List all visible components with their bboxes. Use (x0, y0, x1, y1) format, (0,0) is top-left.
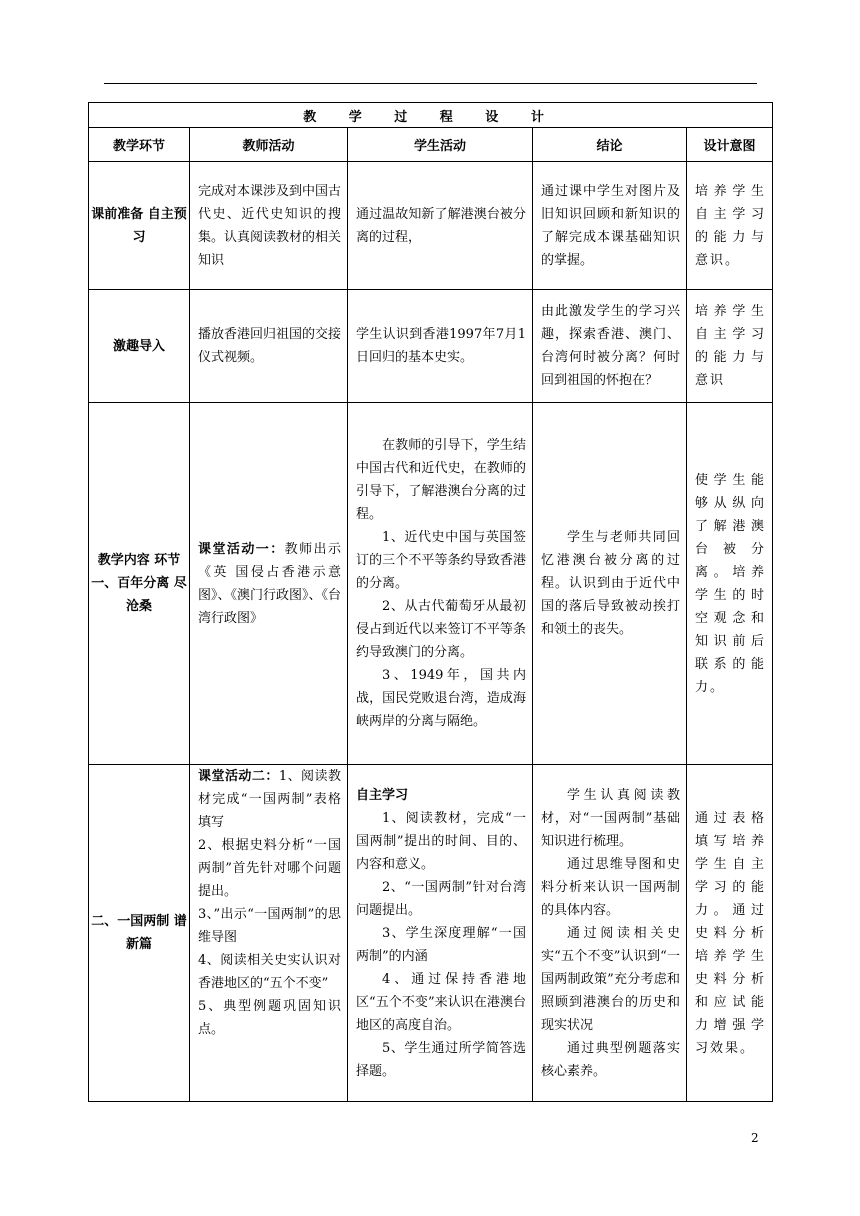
stage-line: 课前准备 (91, 206, 144, 222)
student-text: 4、通过保持香港地区“五个不变”来认识在港澳台地区的高度自治。 (356, 971, 526, 1033)
table-row (89, 403, 773, 765)
stage-line: 谱新篇 (125, 914, 187, 952)
teacher-text: 教师出示《英 国侵占香港示意图》、《澳门行政图》、《台湾行政图》 (198, 541, 342, 626)
stage-line: 环节 (154, 553, 181, 568)
teacher-text: 3、”出示“一国两制”的思维导图 (198, 907, 341, 945)
table-row (89, 765, 773, 1102)
student-heading: 自主学习 (356, 787, 409, 803)
teacher-cell (190, 765, 348, 1102)
conclusion-text: 通过典型例题落实核心素养。 (541, 1040, 680, 1079)
header-stage: 教学环节 (89, 128, 190, 162)
teacher-text: 2、根据史料分析“一国两制”首先针对哪个问题提出。 (198, 838, 341, 899)
intent-cell (687, 290, 773, 403)
student-text: 通过温故知新了解港澳台被分离的过程， (356, 206, 526, 245)
stage-line: 激趣导入 (112, 338, 165, 354)
student-text: 5、学生通过所学简答选择题。 (356, 1040, 526, 1079)
header-teacher: 教师活动 (190, 128, 348, 162)
student-cell (348, 162, 533, 290)
teacher-text: 完成对本课涉及到中国古代史、近代史知识的搜集。认真阅读教材的相关知识 (198, 183, 342, 268)
teacher-cell (190, 403, 348, 765)
intent-text: 培养学生自主学习的能力与意识。 (695, 183, 767, 268)
student-cell (348, 765, 533, 1102)
stage-cell (89, 162, 190, 290)
stage-line: 教学内容 (97, 553, 150, 568)
student-text: 在教师的引导下，学生结中国古代和近代史，在教师的引导下，了解港澳台分离的过程。 (356, 438, 526, 522)
teacher-text: 5、典型例题巩固知识点。 (198, 999, 341, 1037)
header-rule (104, 83, 757, 84)
conclusion-text: 由此激发学生的学习兴趣，探索香港、澳门、台湾何时被分离？何时回到祖国的怀抱在？ (541, 304, 680, 388)
intent-cell (687, 765, 773, 1102)
student-text: 3、1949年，国共内战，国民党败退台湾，造成海峡两岸的分离与隔绝。 (356, 668, 526, 729)
conclusion-text: 通过阅读相关史实“五个不变”认识到“一国两制政策”充分考虑和照顾到港澳台的历史和现实状况 (541, 925, 680, 1033)
stage-cell (89, 403, 190, 765)
teaching-process-table (88, 102, 773, 1102)
table-row (89, 290, 773, 403)
student-text: 学生认识到香港1997年7月1日回归的基本史实。 (356, 327, 526, 365)
table-title: 教 学 过 程 设 计 (89, 103, 773, 128)
student-cell (348, 290, 533, 403)
activity-label: 课堂活动一： (198, 541, 285, 557)
stage-line: 二、一国两制 (91, 914, 170, 929)
conclusion-cell (533, 403, 687, 765)
student-text: 3、学生深度理解“一国两制”的内涵 (356, 925, 526, 964)
student-text: 1、阅读教材，完成“一国两制”提出的时间、目的、内容和意义。 (356, 810, 526, 872)
header-intent: 设计意图 (687, 128, 773, 162)
conclusion-cell (533, 290, 687, 403)
intent-cell (687, 162, 773, 290)
intent-text: 通过表格填写培养学生自主学习的能力。通过史料分析培养学生史料分析和应试能力增强学习效果。 (695, 810, 767, 1056)
conclusion-text: 学生认真阅读教材，对“一国两制”基础知识进行梳理。 (541, 787, 680, 849)
student-text: 2、“一国两制”针对台湾问题提出。 (356, 879, 526, 918)
conclusion-text: 通过思维导图和史料分析来认识一国两制的具体内容。 (541, 856, 680, 918)
conclusion-cell (533, 162, 687, 290)
student-text: 1、近代史中国与英国签订的三个不平等条约导致香港的分离。 (356, 530, 526, 591)
stage-cell (89, 765, 190, 1102)
teacher-text: 4、阅读相关史实认识对香港地区的“五个不变” (198, 953, 341, 991)
conclusion-cell (533, 765, 687, 1102)
teacher-cell (190, 162, 348, 290)
header-student: 学生活动 (348, 128, 533, 162)
student-text: 2、从古代葡萄牙从最初侵占到近代以来签订不平等条约导致澳门的分离。 (356, 599, 526, 660)
stage-line: 自主预习 (132, 206, 187, 245)
table-row (89, 162, 773, 290)
stage-line: 尽沧桑 (125, 576, 187, 614)
intent-text: 使学生能够从纵向了解港澳台被分离。培养学生的时空观念和知识前后联系的能力。 (695, 472, 767, 695)
conclusion-text: 学生与老师共同回忆港澳台被分离的过程。认识到由于近代中国的落后导致被动挨打和领土的丧失。 (541, 530, 680, 637)
conclusion-text: 通过课中学生对图片及旧知识回顾和新知识的了解完成本课基础知识的掌握。 (541, 183, 680, 268)
intent-cell (687, 403, 773, 765)
stage-line: 一、百年分离 (91, 576, 170, 591)
stage-cell (89, 290, 190, 403)
header-row (89, 128, 773, 162)
teacher-cell (190, 290, 348, 403)
student-cell (348, 403, 533, 765)
header-conclusion: 结论 (533, 128, 687, 162)
intent-text: 培养学生自主学习的能力与意识 (695, 304, 767, 388)
teacher-text: 播放香港回归祖国的交接仪式视频。 (198, 327, 342, 365)
teacher-text: 1、阅读教材完成“一国两制”表格填写 (198, 769, 341, 830)
activity-label: 课堂活动二： (198, 769, 279, 784)
page-number: 2 (751, 1131, 759, 1145)
